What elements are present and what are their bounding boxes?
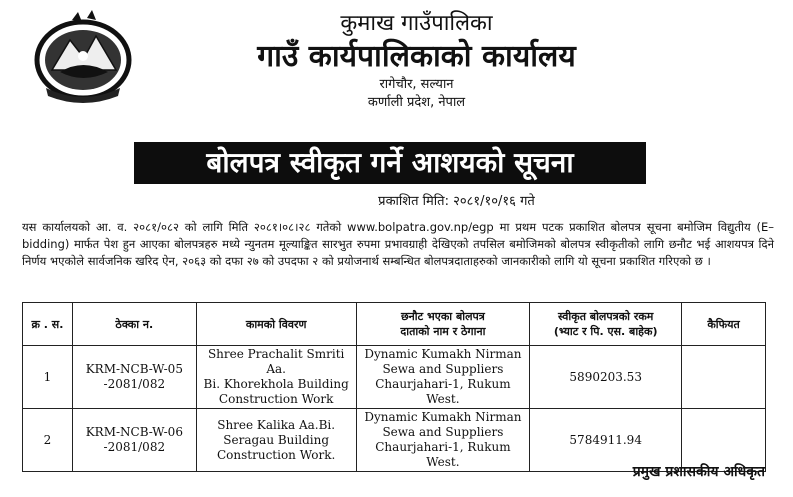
row-bidder: [356, 346, 530, 409]
row-work-description: [196, 346, 356, 409]
contract-line-1: KRM-NCB-W-05: [85, 362, 183, 376]
notice-title: बोलपत्र स्वीकृत गर्ने आशयको सूचना: [134, 142, 646, 184]
contract-line-2: -2081/082: [103, 440, 166, 454]
table-header-row: [23, 303, 766, 346]
notice-body: यस कार्यालयको आ. व. २०८१/०८२ को लागि मिति २०८१।०८।२८ गतेको www.bolpatra.gov.np/egp मा प्रथम पटक प्रकाशित बोलपत्र सूचना बमोजिम विद्युतीय (E–bidding) मार्फत पेश हुन आएका बोलपत्रहरु मध्ये न्युनतम मूल्याङ्कित सारभुत रुपमा प्रभावग्राही देखिएको तपसिल बमोजिमको बोलपत्र स्वीकृतीको लागि छनौट भई आशयपत्र दिने निर्णय भएकोले सार्वजनिक खरिद ऐन, २०६३ को दफा २७ को उपदफा २ को प्रयोजनार्थ सम्बन्धित बोलपत्रदाताहरुको जानकारीको लागि यो सूचना प्रकाशित गरिएको छ ।: [22, 220, 774, 268]
work-line-3: Construction Work: [218, 392, 334, 406]
header-bidder: [356, 303, 530, 346]
signature-title: प्रमुख प्रशासकीय अधिकृत: [632, 464, 765, 480]
header-work-description: कामको विवरण: [196, 303, 356, 346]
row-sn: 2: [23, 409, 73, 472]
header-sn: क्र . स.: [23, 303, 73, 346]
row-contract-no: [72, 409, 196, 472]
table-row: [23, 346, 766, 409]
header-contract-no: ठेक्का न.: [72, 303, 196, 346]
award-table: [22, 302, 766, 472]
row-sn: 1: [23, 346, 73, 409]
row-amount: 5890203.53: [530, 346, 682, 409]
work-line-1: Shree Prachalit Smriti Aa.: [207, 347, 345, 376]
header-bidder-line-1: छनौट भएका बोलपत्र: [400, 310, 485, 323]
header-amount: [530, 303, 682, 346]
bidder-line-3: Chaurjahari-1, Rukum West.: [375, 440, 511, 469]
municipality-name: कुमाख गाउँपालिका: [340, 11, 493, 36]
bidder-line-2: Sewa and Suppliers: [382, 425, 504, 439]
row-remarks: [682, 346, 766, 409]
work-line-2: Bi. Khorekhola Building: [203, 377, 349, 391]
work-line-1: Shree Kalika Aa.Bi.: [217, 417, 336, 432]
work-line-3: Construction Work.: [217, 447, 336, 462]
header-remarks: कैफियत: [682, 303, 766, 346]
bidder-line-1: Dynamic Kumakh Nirman: [364, 410, 522, 424]
office-name: गाउँ कार्यपालिकाको कार्यालय: [257, 39, 576, 74]
header-amount-line-2: (भ्याट र पि. एस. बाहेक): [553, 325, 658, 338]
bidder-line-2: Sewa and Suppliers: [382, 362, 504, 376]
contract-line-1: KRM-NCB-W-06: [85, 425, 183, 439]
address-line-1: रागेचौर, सल्यान: [379, 77, 454, 92]
row-bidder: [356, 409, 530, 472]
work-line-2: Seragau Building: [223, 432, 330, 447]
row-contract-no: [72, 346, 196, 409]
letterhead: [0, 10, 793, 112]
bidder-line-3: Chaurjahari-1, Rukum West.: [375, 377, 511, 406]
bidder-line-1: Dynamic Kumakh Nirman: [364, 347, 522, 361]
contract-line-2: -2081/082: [103, 377, 166, 391]
row-amount: 5784911.94: [530, 409, 682, 472]
header-bidder-line-2: दाताको नाम र ठेगाना: [400, 325, 486, 338]
address-line-2: कर्णाली प्रदेश, नेपाल: [367, 95, 466, 110]
published-date: प्रकाशित मिति: २०८१/१०/१६ गते: [378, 194, 535, 209]
row-work-description: [196, 409, 356, 472]
header-amount-line-1: स्वीकृत बोलपत्रको रकम: [558, 310, 654, 323]
